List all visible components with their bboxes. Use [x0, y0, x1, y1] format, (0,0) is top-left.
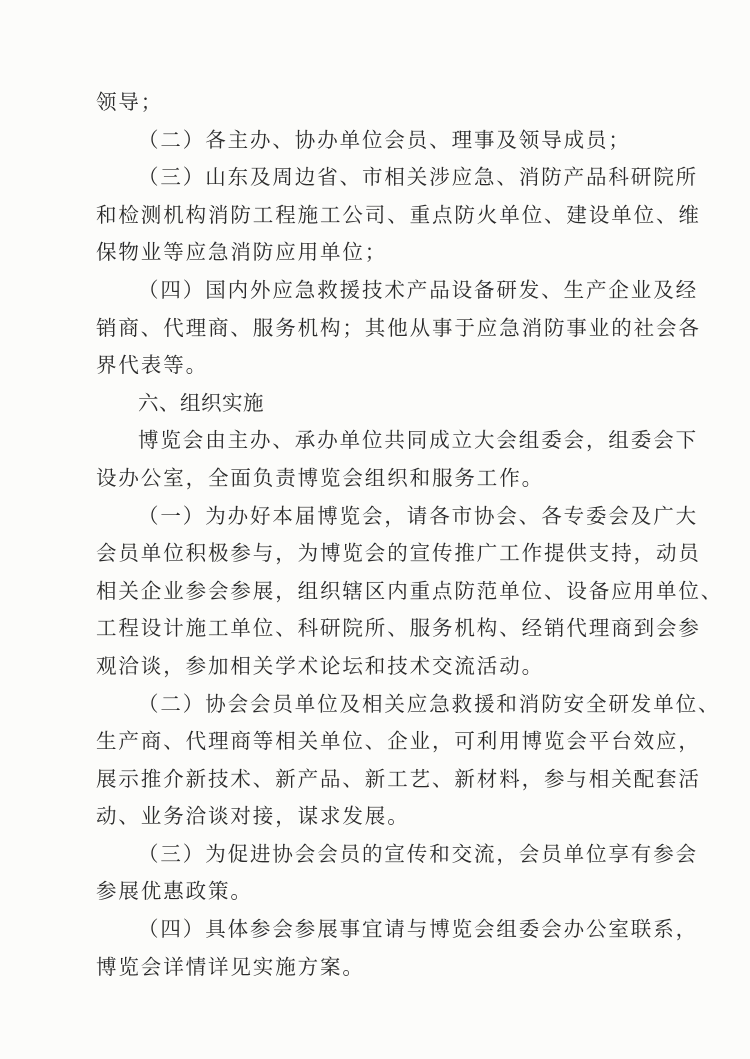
text-line: 展示推介新技术、新产品、新工艺、新材料，参与相关配套活	[96, 766, 701, 791]
text-line: 动、业务洽谈对接，谋求发展。	[96, 804, 410, 829]
text-line: 设办公室，全面负责博览会组织和服务工作。	[96, 465, 544, 490]
text-line: 工程设计施工单位、科研院所、服务机构、经销代理商到会参	[96, 616, 701, 641]
list-item-3: （三）为促进协会会员的宣传和交流，会员单位享有参会	[138, 841, 698, 866]
section-heading: 六、组织实施	[138, 390, 264, 415]
list-item-2: （二）各主办、协办单位会员、理事及领导成员；	[138, 127, 631, 152]
text-line: 会员单位积极参与，为博览会的宣传推广工作提供支持，动员	[96, 541, 701, 566]
list-item-3: （三）山东及周边省、市相关涉应急、消防产品科研院所	[138, 165, 698, 190]
text-line: 观洽谈，参加相关学术论坛和技术交流活动。	[96, 653, 544, 678]
list-item-4: （四）国内外应急救援技术产品设备研发、生产企业及经	[138, 277, 698, 302]
text-line: 相关企业参会参展，组织辖区内重点防范单位、设备应用单位、	[96, 578, 724, 603]
document-body	[96, 84, 724, 986]
text-line: 生产商、代理商等相关单位、企业，可利用博览会平台效应，	[96, 729, 701, 754]
text-line: 销商、代理商、服务机构；其他从事于应急消防事业的社会各	[96, 315, 701, 340]
text-line: 保物业等应急消防应用单位；	[96, 240, 388, 265]
text-line: 博览会详情详见实施方案。	[96, 954, 365, 979]
paragraph-start: 博览会由主办、承办单位共同成立大会组委会，组委会下	[138, 428, 698, 453]
list-item-2: （二）协会会员单位及相关应急救援和消防安全研发单位、	[138, 691, 721, 716]
text-line: 参展优惠政策。	[96, 879, 253, 904]
text-line: 和检测机构消防工程施工公司、重点防火单位、建设单位、维	[96, 202, 701, 227]
list-item-4: （四）具体参会参展事宜请与博览会组委会办公室联系，	[138, 917, 698, 942]
text-line: 界代表等。	[96, 353, 208, 378]
text-line: 领导；	[96, 90, 164, 114]
list-item-1: （一）为办好本届博览会，请各市协会、各专委会及广大	[138, 503, 698, 528]
